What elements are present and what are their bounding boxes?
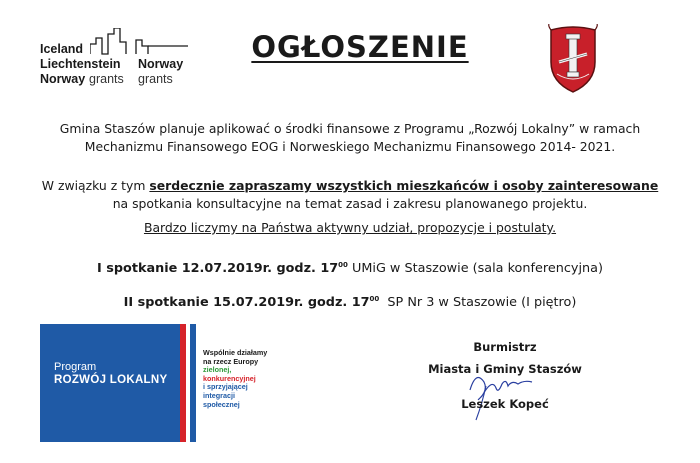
logo-liechtenstein-text: Liechtenstein (40, 57, 121, 71)
banner-tagline-line: społecznej (203, 399, 240, 409)
meeting-1 (20, 257, 680, 278)
intro-line-1: Gmina Staszów planuje aplikować o środki finansowe z Programu „Rozwój Lokalny” w ramach (59, 121, 641, 136)
banner-tagline-line: i sprzyjającej (203, 382, 248, 392)
banner-tagline-line: zielonej, (203, 365, 232, 375)
intro-line-2: Mechanizmu Finansowego EOG i Norweskiego Mechanizmu Finansowego 2014- 2021. (84, 139, 616, 154)
logo-iceland-text: Iceland (40, 42, 84, 56)
meeting-2-minutes: 00 (369, 295, 380, 303)
banner-tagline-line: Wspólnie działamy (203, 348, 268, 357)
logo-grants-text: grants (89, 72, 124, 86)
skyline-icon (90, 28, 190, 56)
participation-line: Bardzo liczymy na Państwa aktywny udział, propozycje i postulaty. (143, 220, 557, 235)
invitation-line (20, 178, 680, 195)
logo-grants-right-text: grants (138, 72, 173, 86)
page-title: OGŁOSZENIE (251, 30, 469, 64)
banner-tagline-line: konkurencyjnej (203, 373, 256, 383)
banner-tagline-line: integracji (203, 391, 235, 400)
meeting-1-label: I spotkanie 12.07.2019r. godz. 17 (97, 261, 339, 276)
meeting-2-label: II spotkanie 15.07.2019r. godz. 17 (123, 295, 370, 310)
invitation-prefix: W związku z tym (41, 178, 150, 193)
program-rozwoj-lokalny-banner (40, 324, 285, 442)
logo-norway-text: Norway (40, 72, 86, 86)
meeting-2 (20, 291, 680, 312)
logo-norway-right-text: Norway (138, 57, 184, 71)
meeting-1-minutes: 00 (338, 261, 348, 269)
banner-program-label: Program (54, 361, 97, 373)
meeting-2-place: SP Nr 3 w Staszowie (I piętro) (379, 295, 577, 310)
signature-role-line-1: Burmistrz (473, 340, 537, 354)
invitation-bold-text: serdecznie zapraszamy wszystkich mieszkańców i osoby zainteresowane (149, 178, 659, 193)
meeting-1-place: UMiG w Staszowie (sala konferencyjna) (347, 261, 603, 276)
banner-program-name: ROZWÓJ LOKALNY (54, 374, 168, 386)
invitation-line-2: na spotkania konsultacyjne na temat zasad i zakresu planowanego projektu. (112, 196, 588, 211)
signature-role-line-2: Miasta i Gminy Staszów (428, 362, 582, 376)
signature-name: Leszek Kopeć (461, 397, 549, 411)
staszow-coat-of-arms-icon (547, 24, 599, 94)
banner-tagline-line: na rzecz Europy (203, 356, 259, 366)
eea-norway-grants-logo (40, 28, 190, 92)
handwritten-signature-icon (462, 360, 552, 422)
